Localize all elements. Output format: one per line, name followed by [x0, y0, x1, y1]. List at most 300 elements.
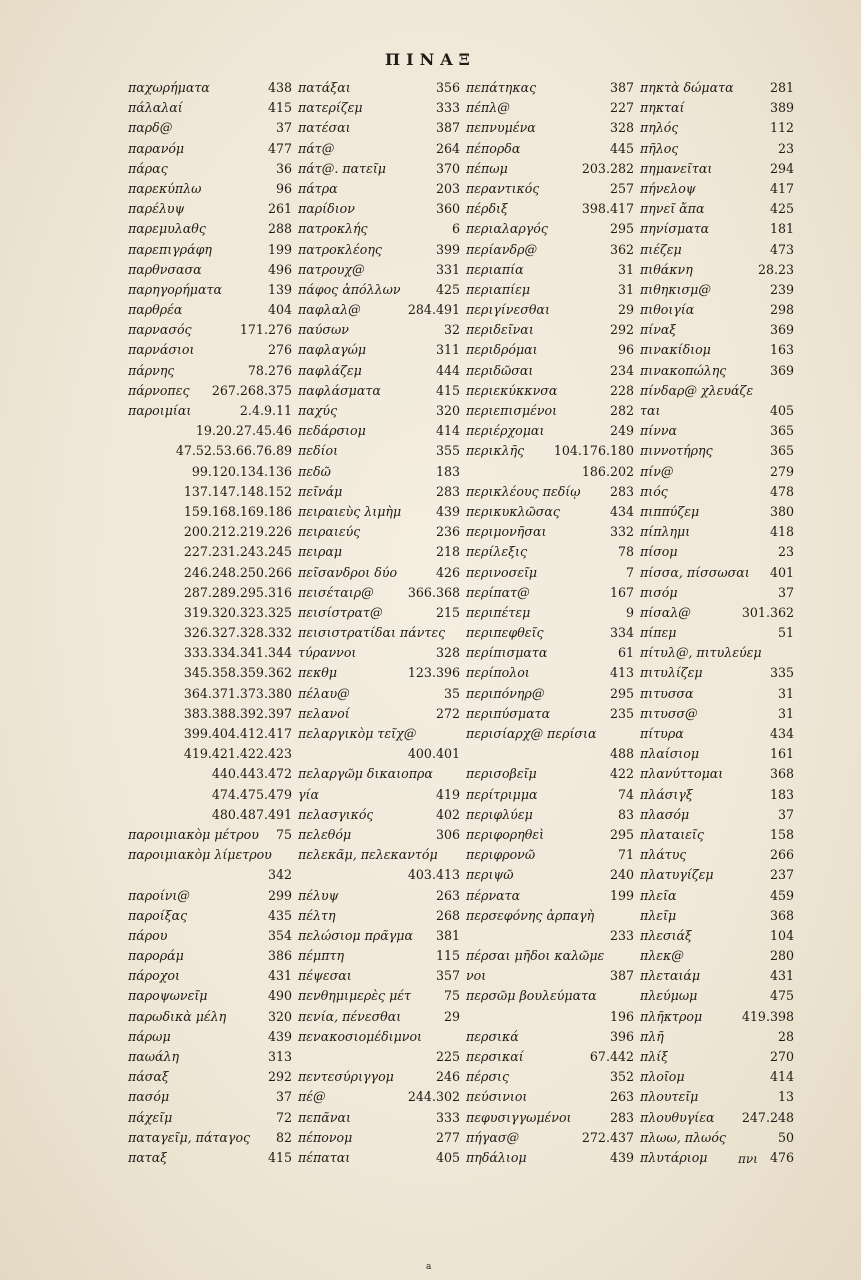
index-entry [466, 845, 634, 865]
index-entry [298, 886, 460, 906]
index-term: πελώσιομ πρᾶγμα [298, 927, 413, 943]
index-term: παρθνσασα [128, 261, 202, 277]
index-page-ref: 96 [275, 180, 292, 196]
index-term: παρεπιγράφη [128, 241, 212, 257]
index-page-ref: 356 [435, 80, 460, 95]
index-term: πελεθόμ [298, 826, 352, 842]
index-page-ref: 235 [609, 705, 634, 721]
index-page-ref: 365 [769, 423, 794, 439]
index-term: περίπατ@ [466, 584, 530, 600]
index-page-ref: 104.176.180 [553, 443, 634, 459]
index-page-ref: 225 [435, 1049, 460, 1064]
index-term: πηδάλιομ [466, 1149, 527, 1165]
index-term: παφλάσματα [298, 382, 381, 398]
index-entry [128, 1148, 292, 1168]
index-page-ref: 475 [769, 988, 794, 1004]
index-term: περισίαρχ@ περίσια [466, 726, 597, 741]
index-entry [640, 865, 794, 885]
index-page-ref: 31 [777, 685, 794, 701]
index-entry [128, 340, 292, 360]
index-term: παφλαλ@ [298, 302, 361, 318]
index-entry [640, 1087, 794, 1107]
index-entry [298, 805, 460, 825]
index-term: πέπαται [298, 1149, 351, 1165]
index-entry [466, 603, 634, 623]
index-term: πιθηκισμ@ [640, 281, 711, 297]
index-page-ref: 283 [609, 483, 634, 499]
index-term: παρίδιον [298, 201, 355, 217]
index-page-ref: 287.289.295.316 [183, 584, 292, 600]
index-entry [298, 139, 460, 159]
index-term: πλεύμωμ [640, 988, 698, 1004]
index-page-ref: 334 [609, 625, 634, 641]
index-entry [298, 199, 460, 219]
index-page-ref: 244.302 [407, 1089, 460, 1105]
index-entry [128, 98, 292, 118]
index-page-ref: 31 [617, 281, 634, 297]
index-entry [640, 704, 794, 724]
index-term: πασόμ [128, 1089, 170, 1105]
index-entry [466, 865, 634, 885]
index-page-ref: 218 [435, 544, 460, 560]
index-term: πέλτη [298, 907, 336, 923]
index-term: πίννα [640, 423, 678, 439]
index-entry [640, 684, 794, 704]
index-entry [640, 583, 794, 603]
index-entry [640, 98, 794, 118]
index-term: περικλέους πεδίῳ [466, 483, 581, 499]
index-entry [298, 845, 460, 865]
index-entry [466, 361, 634, 381]
index-entry [128, 361, 292, 381]
index-term: παχύς [298, 403, 338, 418]
index-term: πιός [640, 483, 668, 499]
index-page-ref: 203 [435, 180, 460, 196]
index-page-ref: 320 [267, 1008, 292, 1024]
index-term: πλυτάριομ [640, 1149, 708, 1165]
index-page-ref: 28.23 [757, 261, 794, 277]
index-entry [128, 482, 292, 502]
index-entry [466, 421, 634, 441]
index-entry [128, 1067, 292, 1087]
index-page-ref: 368 [769, 766, 794, 782]
index-term: πελαργῶμ δικαιοπρα [298, 766, 433, 782]
index-entry [128, 240, 292, 260]
index-entry [128, 1108, 292, 1128]
index-term: πίν@ [640, 463, 674, 479]
index-term: πεπνυμένα [466, 120, 536, 136]
index-entry [128, 1047, 292, 1067]
index-page-ref: 137.147.148.152 [183, 483, 292, 499]
index-page-ref: 246 [435, 1069, 460, 1085]
index-page-ref: 215 [435, 604, 460, 620]
index-term: πίναξ [640, 322, 677, 338]
index-entry [466, 502, 634, 522]
index-page-ref: 75 [443, 988, 460, 1004]
index-page-ref: 249 [609, 423, 634, 439]
index-page-ref: 239 [769, 281, 794, 297]
index-entry [640, 401, 794, 421]
index-entry [298, 502, 460, 522]
index-entry [298, 159, 460, 179]
index-term: παταξ [128, 1149, 168, 1165]
index-entry [128, 986, 292, 1006]
index-page-ref: 370 [435, 160, 460, 176]
index-page-ref: 99.120.134.136 [191, 463, 292, 479]
index-term: παφλαγώμ [298, 342, 367, 358]
index-entry [466, 986, 634, 1006]
index-term: πίνδαρ@ χλευάζε [640, 382, 754, 398]
index-term: πατρουχ@ [298, 261, 365, 277]
index-term: περιεπισμένοι [466, 403, 558, 418]
index-page-ref: 233 [609, 927, 634, 943]
index-term: πηκτὰ δώματα [640, 80, 734, 95]
index-entry [466, 825, 634, 845]
index-page-ref: 332 [609, 524, 634, 540]
index-term: πημανεῖται [640, 160, 713, 176]
index-entry [466, 724, 634, 744]
index-entry [128, 623, 292, 643]
index-entry [128, 280, 292, 300]
index-term: πλουτεῖμ [640, 1089, 699, 1105]
index-term: πενακοσιομέδιμνοι [298, 1028, 422, 1044]
index-page-ref: 306 [435, 826, 460, 842]
index-page-ref: 331 [435, 261, 460, 277]
index-page-ref: 345.358.359.362 [183, 665, 292, 681]
index-entry [298, 663, 460, 683]
index-page-ref: 459 [769, 887, 794, 903]
index-entry [128, 704, 292, 724]
index-entry [466, 643, 634, 663]
index-term: πλεῖμ [640, 907, 677, 923]
index-term: πιτυσσα [640, 685, 694, 701]
index-page-ref: 404 [267, 302, 292, 318]
index-term: περιπόνηρ@ [466, 685, 545, 701]
index-term: πειραιεὺς λιμὴμ [298, 503, 402, 519]
index-page-ref: 413 [609, 665, 634, 681]
index-entry [128, 1027, 292, 1047]
index-term: πάρου [128, 927, 168, 943]
index-term: περσεφόνης ἁρπαγὴ [466, 907, 595, 923]
index-entry [466, 240, 634, 260]
index-page-ref: 402 [435, 806, 460, 822]
index-page-ref: 342 [267, 867, 292, 883]
index-term: πίσσα, πίσσωσαι [640, 564, 750, 580]
index-page-ref: 234 [609, 362, 634, 378]
index-term: πισόμ [640, 584, 678, 600]
index-entry [466, 280, 634, 300]
index-page-ref: 23 [777, 140, 794, 156]
index-page-ref: 398.417 [581, 201, 634, 217]
index-term: περικλῆς [466, 443, 525, 459]
index-page-ref: 414 [435, 423, 460, 439]
index-page-ref: 171.276 [239, 322, 292, 338]
index-entry [128, 199, 292, 219]
index-term: πάχεῖμ [128, 1109, 173, 1125]
index-entry [640, 280, 794, 300]
index-page-ref: 183 [435, 463, 460, 479]
index-page-ref: 37 [777, 584, 794, 600]
index-page-ref: 320 [435, 403, 460, 418]
index-entry [640, 1067, 794, 1087]
index-term: περιπέτεμ [466, 604, 531, 620]
index-term: πέλυψ [298, 887, 339, 903]
index-page-ref: 381 [435, 927, 460, 943]
index-term: πεπᾶναι [298, 1109, 351, 1125]
index-page-ref: 439 [267, 1028, 292, 1044]
index-entry [128, 906, 292, 926]
index-entry [640, 1128, 794, 1148]
index-term: παροιμίαι [128, 403, 192, 418]
index-page-ref: 355 [435, 443, 460, 459]
index-page-ref: 183 [769, 786, 794, 802]
index-entry [128, 684, 292, 704]
index-entry [640, 966, 794, 986]
index-term: πιτυλίζεμ [640, 665, 703, 681]
index-page-ref: 280 [769, 948, 794, 964]
index-page-ref: 228 [609, 382, 634, 398]
index-term: παροράμ [128, 948, 184, 964]
index-term: πλάσιγξ [640, 786, 693, 802]
index-entry [640, 563, 794, 583]
index-page-ref: 264 [435, 140, 460, 156]
index-entry [128, 522, 292, 542]
index-term: πάτ@ [298, 140, 335, 156]
index-entry [640, 1007, 794, 1027]
index-entry [466, 1108, 634, 1128]
index-term: πλεκ@ [640, 948, 684, 964]
index-entry [640, 421, 794, 441]
index-entry [640, 1148, 794, 1168]
index-term: πήνελοψ [640, 180, 696, 196]
index-entry [466, 401, 634, 421]
index-entry [298, 1007, 460, 1027]
index-page-ref: 295 [609, 826, 634, 842]
index-entry [640, 78, 794, 98]
index-entry [466, 1128, 634, 1148]
index-entry [640, 663, 794, 683]
index-page-ref: 203.282 [581, 160, 634, 176]
index-term: πεισιστρατίδαι πάντες [298, 625, 446, 641]
index-term: πάρνοπες [128, 382, 190, 398]
index-page-ref: 267.268.375 [211, 382, 292, 398]
index-page-ref: 277 [435, 1129, 460, 1145]
index-entry [466, 381, 634, 401]
index-term: πλῆ [640, 1028, 664, 1044]
index-page-ref: 237 [769, 867, 794, 883]
index-term: περιμονῆσαι [466, 524, 547, 540]
index-entry [128, 825, 292, 845]
index-page-ref: 396 [609, 1028, 634, 1044]
index-entry [298, 704, 460, 724]
index-entry [466, 563, 634, 583]
index-column-4 [640, 78, 794, 1168]
index-entry [128, 462, 292, 482]
index-entry [466, 744, 634, 764]
index-entry [466, 583, 634, 603]
index-page-ref: 75 [275, 826, 292, 842]
index-page-ref: 365 [769, 443, 794, 459]
index-page-ref: 36 [275, 160, 292, 176]
index-page-ref: 115 [435, 948, 460, 964]
index-term: περιαλαργός [466, 221, 548, 237]
index-term: πεντεσύριγγομ [298, 1069, 394, 1085]
index-page-ref: 299 [267, 887, 292, 903]
index-page-ref: 270 [769, 1049, 794, 1064]
index-page-ref: 496 [267, 261, 292, 277]
index-term: πεισέταιρ@ [298, 584, 374, 600]
index-page-ref: 37 [777, 806, 794, 822]
index-page-ref: 415 [435, 382, 460, 398]
index-entry [128, 886, 292, 906]
index-page-ref: 439 [435, 503, 460, 519]
index-term: πίπεμ [640, 625, 677, 641]
index-term: πλαταιεῖς [640, 826, 704, 842]
index-term: παρεκύπλω [128, 180, 202, 196]
index-term: πενθημιμερὲς μέτ [298, 988, 412, 1004]
index-page-ref: 246.248.250.266 [183, 564, 292, 580]
index-entry [466, 482, 634, 502]
index-entry [128, 805, 292, 825]
index-page-ref: 431 [769, 968, 794, 984]
index-page-ref: 282 [609, 403, 634, 418]
index-page-ref: 368 [769, 907, 794, 923]
index-entry [298, 583, 460, 603]
index-term: πεῖσανδροι δύο [298, 564, 398, 580]
index-term: πλωω, πλωός [640, 1129, 726, 1145]
index-term: πάσαξ [128, 1069, 169, 1085]
index-entry [466, 159, 634, 179]
index-entry [298, 764, 460, 784]
index-entry [298, 361, 460, 381]
index-entry [640, 886, 794, 906]
index-page-ref: 158 [769, 826, 794, 842]
index-page-ref: 438 [267, 80, 292, 95]
index-page-ref: 383.388.392.397 [183, 705, 292, 721]
index-page-ref: 96 [617, 342, 634, 358]
index-entry [298, 401, 460, 421]
index-entry [298, 623, 460, 643]
index-entry [466, 1007, 634, 1027]
index-entry [298, 946, 460, 966]
index-entry [128, 724, 292, 744]
index-entry [466, 522, 634, 542]
index-entry [640, 118, 794, 138]
index-entry [128, 845, 292, 865]
index-term: περιδῶσαι [466, 362, 534, 378]
index-term: πινακίδιομ [640, 342, 711, 358]
index-term: περιδεῖναι [466, 322, 534, 338]
index-term: πλουθυγίεα [640, 1109, 715, 1125]
index-entry [298, 542, 460, 562]
index-entry [640, 764, 794, 784]
index-entry [128, 179, 292, 199]
index-entry [640, 785, 794, 805]
index-entry [640, 300, 794, 320]
index-page-ref: 37 [275, 120, 292, 136]
index-entry [128, 603, 292, 623]
index-entry [640, 946, 794, 966]
index-entry [640, 260, 794, 280]
index-entry [298, 280, 460, 300]
index-entry [128, 118, 292, 138]
index-page-ref: 401 [769, 564, 794, 580]
index-entry [640, 179, 794, 199]
index-page-ref: 399 [435, 241, 460, 257]
index-entry [128, 320, 292, 340]
index-page-ref: 380 [769, 503, 794, 519]
index-term: παρηγορήματα [128, 281, 222, 297]
index-entry [128, 643, 292, 663]
index-page-ref: 434 [609, 503, 634, 519]
index-term: παχωρήματα [128, 80, 210, 95]
page-footer-mark: a [426, 1262, 432, 1272]
index-entry [640, 724, 794, 744]
index-term: πέρσις [466, 1069, 510, 1085]
index-entry [640, 643, 794, 663]
index-page-ref: 199 [609, 887, 634, 903]
index-page-ref: 276 [267, 342, 292, 358]
index-term: παύσων [298, 322, 349, 338]
index-page-ref: 335 [769, 665, 794, 681]
index-entry [466, 805, 634, 825]
index-page-ref: 400.401 [407, 746, 460, 762]
index-entry [128, 139, 292, 159]
index-page-ref: 405 [769, 403, 794, 418]
index-page-ref: 261 [267, 201, 292, 217]
index-page-ref: 139 [267, 281, 292, 297]
index-entry [128, 764, 292, 784]
index-term: περίλεξις [466, 544, 528, 560]
index-page-ref: 67.442 [589, 1049, 634, 1064]
index-term: πελασγικός [298, 806, 374, 822]
index-page-ref: 284.491 [407, 302, 460, 318]
index-term: παρθρέα [128, 302, 183, 318]
index-entry [298, 1067, 460, 1087]
index-entry [466, 684, 634, 704]
index-page-ref: 268 [435, 907, 460, 923]
index-entry [128, 78, 292, 98]
index-entry [128, 441, 292, 461]
index-entry [128, 1007, 292, 1027]
index-term: τύραννοι [298, 645, 357, 661]
index-term: περίπολοι [466, 665, 530, 681]
index-term: παροιμιακὸμ λίμετρου [128, 847, 272, 863]
index-page-ref: 266 [769, 847, 794, 863]
index-entry [298, 906, 460, 926]
index-entry [298, 522, 460, 542]
index-page-ref: 473 [769, 241, 794, 257]
index-term: πέλαυ@ [298, 685, 350, 701]
index-entry [298, 300, 460, 320]
index-term: περιεκύκκνσα [466, 382, 558, 398]
index-entry [640, 542, 794, 562]
index-term: πάφος ἀπόλλων [298, 281, 401, 297]
index-entry [640, 1108, 794, 1128]
index-entry [466, 966, 634, 986]
index-term: πλεῖα [640, 887, 677, 903]
index-term: πέμπτη [298, 948, 345, 964]
index-page-ref: 19.20.27.45.46 [195, 423, 292, 439]
index-term: πέρσαι μῆδοι καλῶμε [466, 948, 605, 964]
index-page-ref: 328 [435, 645, 460, 661]
index-page-ref: 257 [609, 180, 634, 196]
index-term: περιαπίεμ [466, 281, 531, 297]
index-entry [128, 421, 292, 441]
index-term: περιφρονῶ [466, 847, 536, 863]
index-entry [640, 159, 794, 179]
index-term: παφλάζεμ [298, 362, 362, 378]
